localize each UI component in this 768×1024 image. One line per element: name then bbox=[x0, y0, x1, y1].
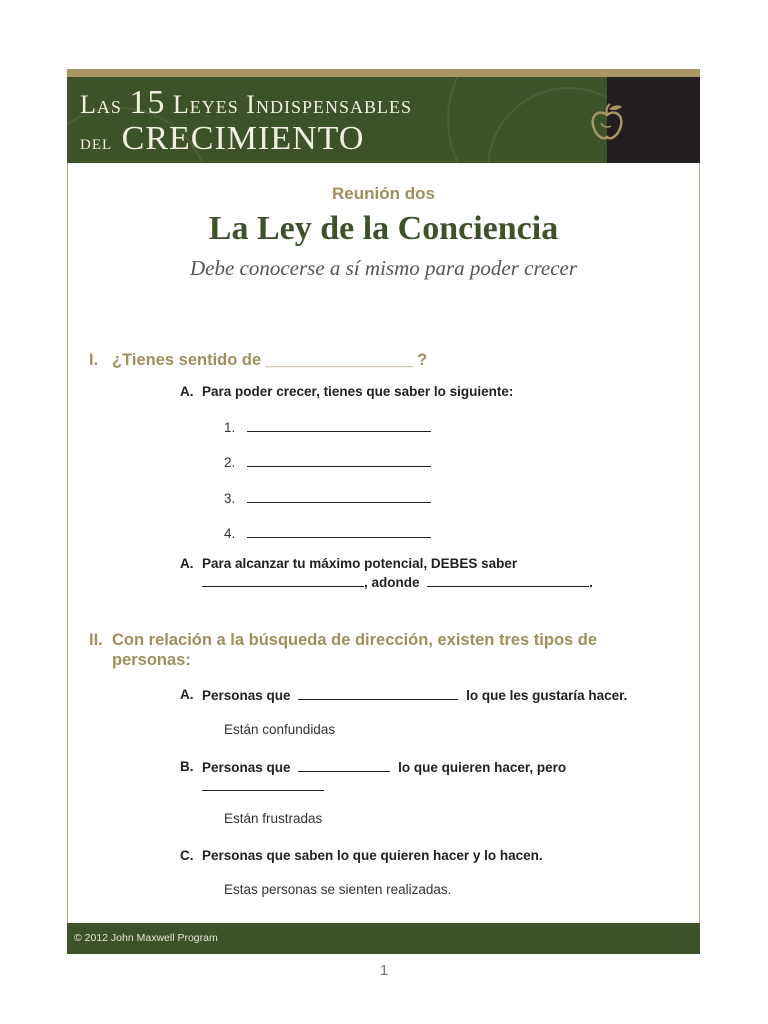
item-note: Están frustradas bbox=[224, 811, 323, 826]
copyright-text: © 2012 John Maxwell Program bbox=[74, 932, 218, 944]
section-2-item-a bbox=[180, 686, 660, 705]
session-label: Reunión dos bbox=[332, 184, 435, 203]
section-1-item-a bbox=[180, 383, 660, 401]
blank-line bbox=[247, 453, 431, 467]
item-text: Personas que saben lo que quieren hacer y lo hacen. bbox=[202, 848, 543, 863]
section-2-heading bbox=[89, 630, 649, 670]
item-text-end: . bbox=[589, 575, 594, 590]
section-1-heading bbox=[89, 350, 629, 370]
list-item-number: 2. bbox=[224, 455, 236, 470]
series-title-las: Las bbox=[80, 90, 122, 119]
item-letter: B. bbox=[180, 759, 194, 774]
blank-line bbox=[247, 418, 431, 432]
item-letter: A. bbox=[180, 384, 194, 399]
blank-line bbox=[298, 686, 458, 700]
section-2-text: Con relación a la búsqueda de dirección, existen tres tipos de personas: bbox=[112, 631, 598, 669]
list-item bbox=[224, 489, 431, 508]
item-note: Estas personas se sienten realizadas. bbox=[224, 882, 452, 897]
lesson-title: La Ley de la Conciencia bbox=[208, 210, 559, 247]
list-item bbox=[224, 524, 431, 543]
item-letter: C. bbox=[180, 848, 194, 863]
list-item bbox=[224, 453, 431, 472]
section-1-item-b bbox=[180, 555, 640, 592]
page-number: 1 bbox=[379, 962, 389, 979]
item-text: Para poder crecer, tienes que saber lo siguiente: bbox=[202, 384, 514, 399]
series-title-crecimiento: CRECIMIENTO bbox=[121, 120, 365, 157]
item-text-post: lo que les gustaría hacer. bbox=[466, 688, 628, 703]
blank-line bbox=[247, 489, 431, 503]
list-item-number: 4. bbox=[224, 526, 236, 541]
apple-leaf-icon bbox=[587, 101, 627, 143]
list-item bbox=[224, 418, 431, 437]
blank-line bbox=[202, 777, 324, 791]
item-letter: A. bbox=[180, 687, 194, 702]
section-2-number: II. bbox=[89, 631, 103, 649]
blank-line bbox=[247, 524, 431, 538]
series-title-number: 15 bbox=[129, 84, 166, 121]
blank-line bbox=[427, 573, 589, 587]
blank-line bbox=[298, 758, 390, 772]
item-text-pre: Personas que bbox=[202, 688, 291, 703]
list-item-number: 3. bbox=[224, 491, 236, 506]
blank-line bbox=[202, 573, 364, 587]
top-gold-rule bbox=[67, 69, 700, 77]
lesson-subtitle: Debe conocerse a sí mismo para poder crecer bbox=[189, 256, 578, 280]
section-1-number: I. bbox=[89, 351, 99, 369]
series-title-leyes: Leyes Indispensables bbox=[172, 90, 412, 119]
series-title bbox=[80, 86, 412, 156]
item-text-mid: , adonde bbox=[364, 575, 420, 590]
section-2-item-c bbox=[180, 847, 660, 865]
section-1-text: ¿Tienes sentido de ________________ ? bbox=[112, 351, 428, 369]
item-note: Están confundidas bbox=[224, 722, 336, 737]
item-text-line1: Para alcanzar tu máximo potencial, DEBES saber bbox=[202, 556, 518, 571]
item-letter: A. bbox=[180, 556, 194, 571]
section-2-item-b bbox=[180, 758, 620, 796]
item-text-post: lo que quieren hacer, pero bbox=[398, 760, 567, 775]
item-text-pre: Personas que bbox=[202, 760, 291, 775]
series-title-del: del bbox=[80, 129, 113, 154]
list-item-number: 1. bbox=[224, 420, 236, 435]
